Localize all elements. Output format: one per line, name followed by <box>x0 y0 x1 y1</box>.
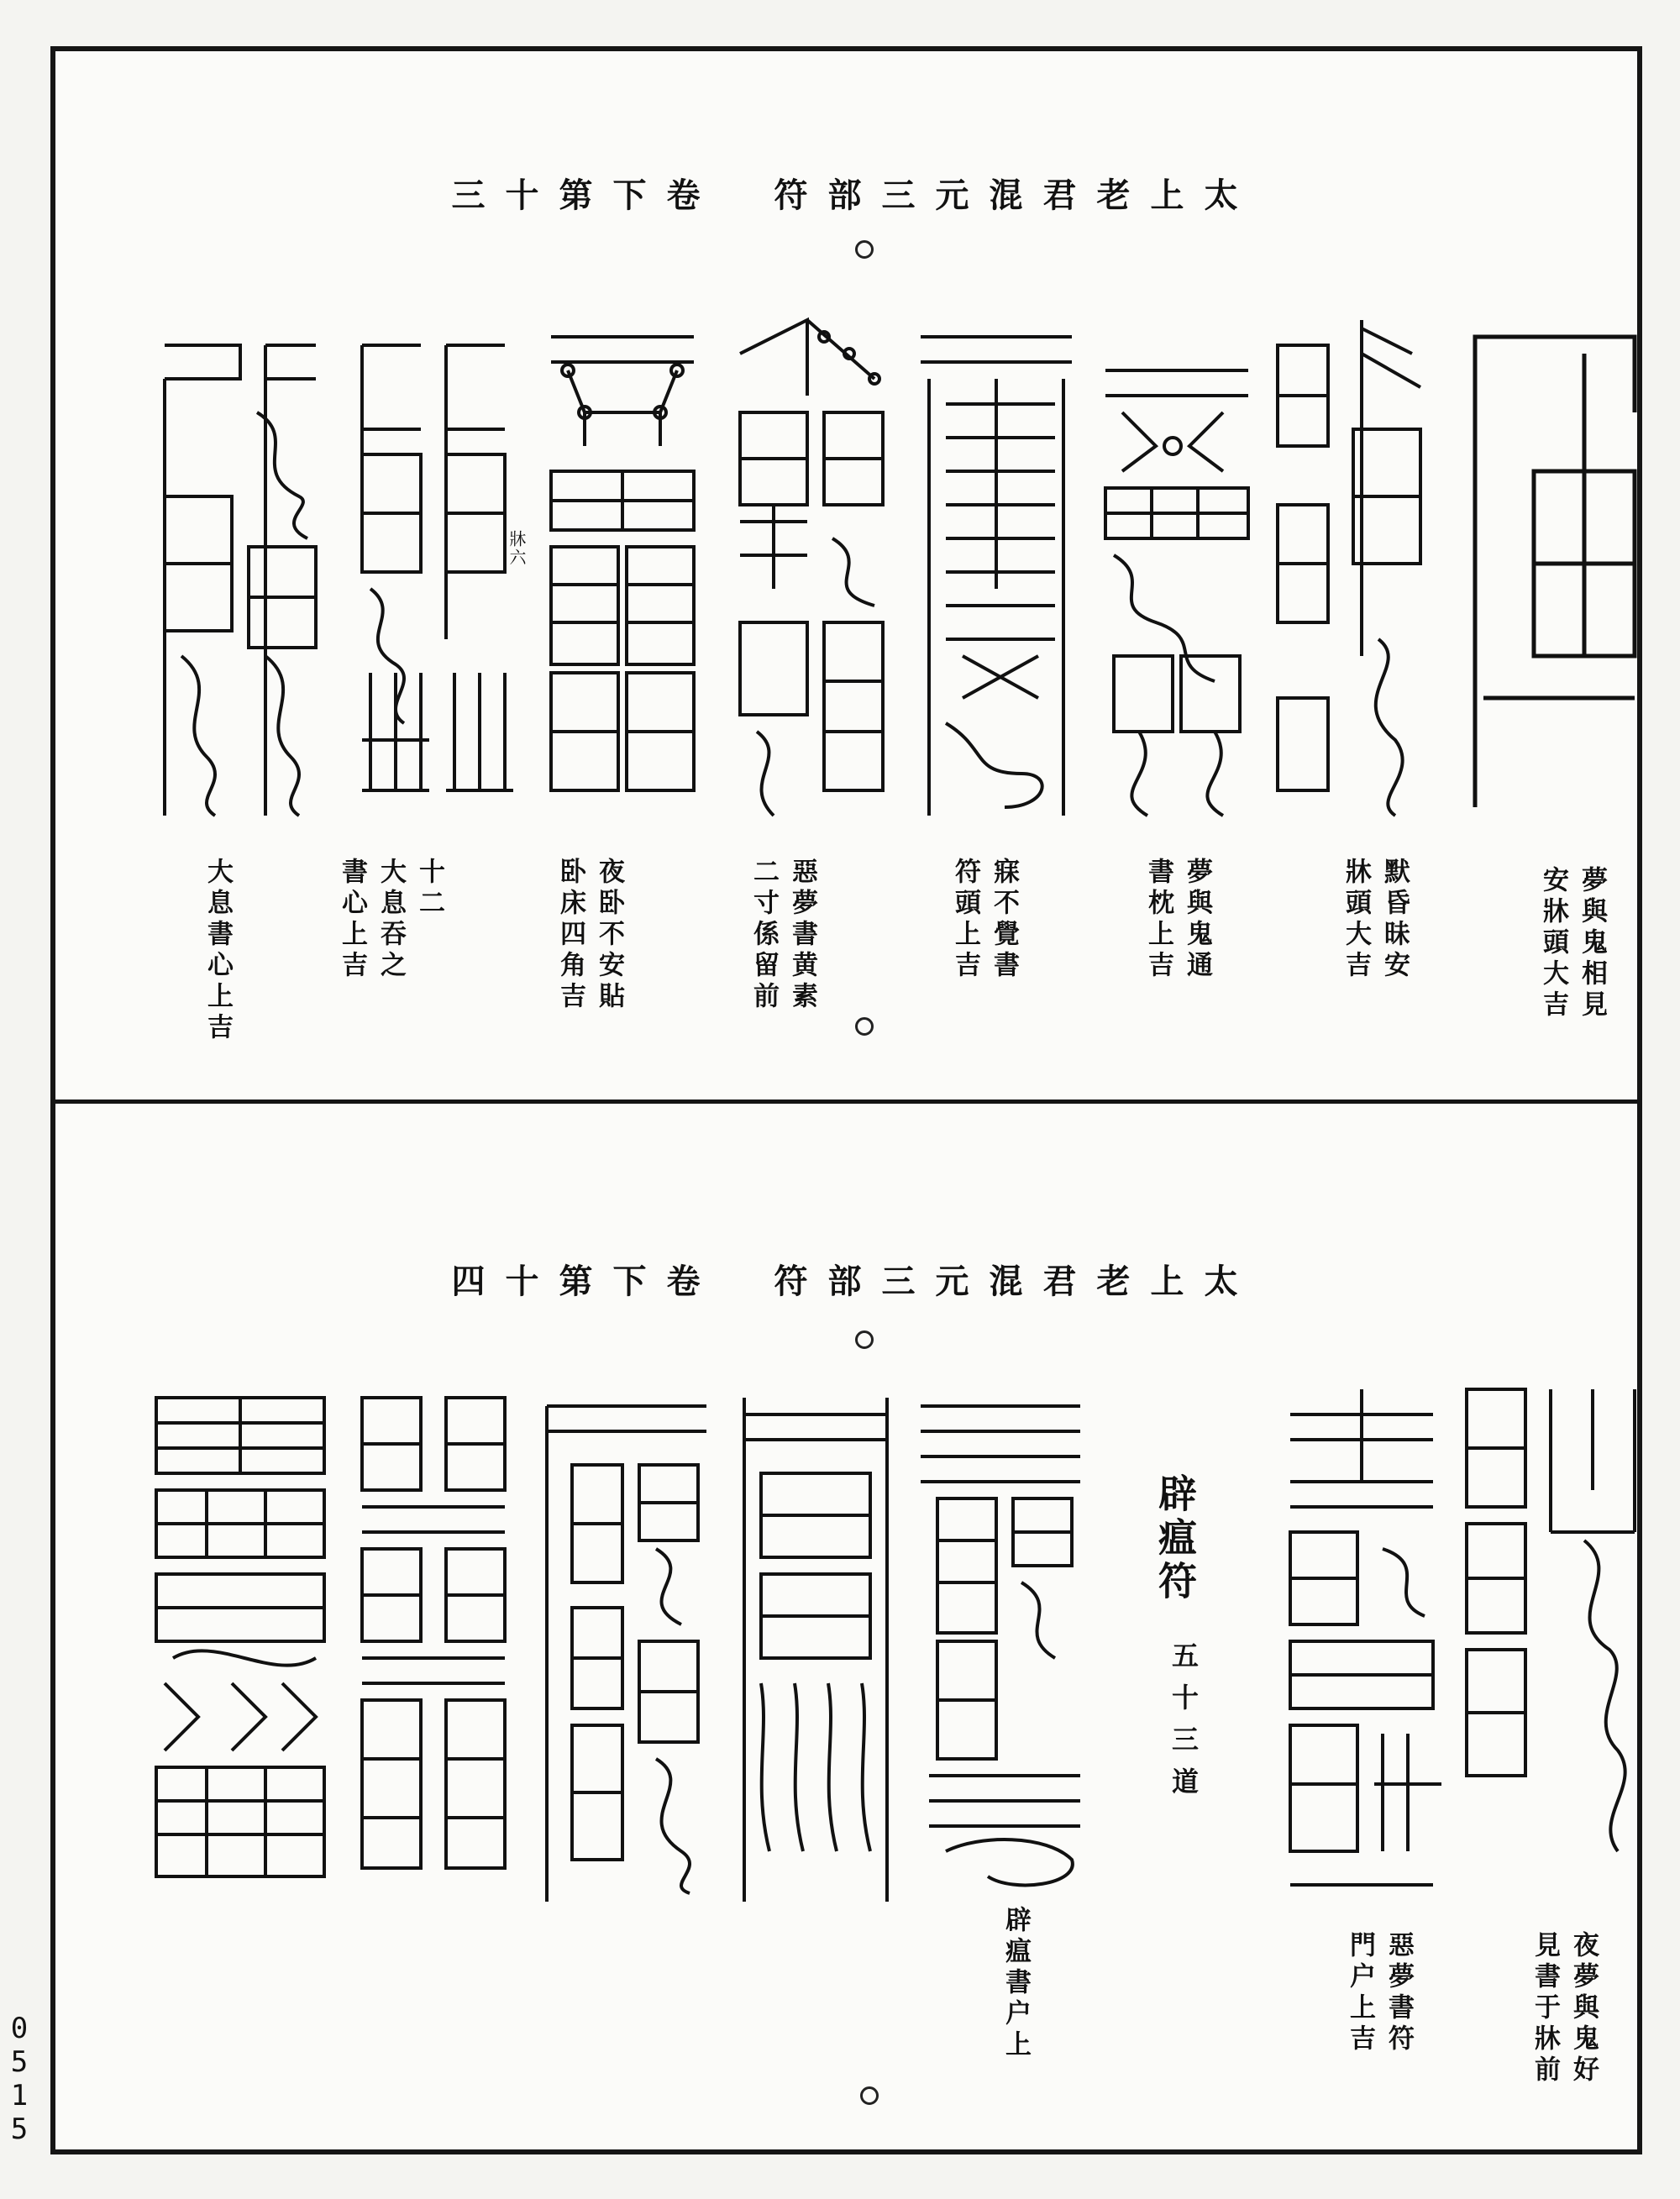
talisman-seal-13 <box>538 1381 715 1910</box>
caption-line: 書枕上吉 <box>1143 858 1173 982</box>
talisman-seal-8 <box>148 303 333 824</box>
header-char: 三 <box>451 176 489 215</box>
talisman-caption-5 <box>744 858 822 1068</box>
header-char: 符 <box>774 176 811 215</box>
caption-line: 惡夢書黄素 <box>787 858 817 1013</box>
talisman-seal-5 <box>723 303 900 824</box>
top-header-volume <box>444 169 712 217</box>
caption-line: 寐不覺書 <box>989 858 1019 982</box>
bottom-header-title <box>766 1255 1250 1303</box>
header-char: 下 <box>612 1262 650 1301</box>
top-header <box>55 169 1637 217</box>
header-char: 混 <box>989 176 1026 215</box>
bottom-page <box>55 1104 1637 2149</box>
bottom-header <box>55 1255 1637 1303</box>
caption-line: 門户上吉 <box>1345 1931 1375 2055</box>
talisman-seal-12 <box>727 1381 904 1910</box>
talisman-seal-4 <box>912 303 1080 824</box>
top-page <box>55 51 1637 1104</box>
header-char: 混 <box>989 1262 1026 1301</box>
header-char: 四 <box>451 1262 489 1301</box>
margin-note: 牀六 <box>507 530 527 567</box>
talisman-seal-7 <box>345 303 522 824</box>
binding-circle-bottom <box>860 2086 879 2105</box>
caption-line: 惡夢書符 <box>1383 1931 1414 2055</box>
caption-line: 安牀頭大吉 <box>1538 866 1568 1021</box>
talisman-seal-3 <box>1089 303 1257 824</box>
talisman-caption-1 <box>1534 866 1611 1059</box>
talisman-caption-6 <box>551 858 628 1068</box>
binding-circle-top <box>855 240 874 259</box>
header-char: 部 <box>827 1262 865 1301</box>
section-title: 辟瘟符 <box>1152 1473 1198 1604</box>
talisman-seal-2 <box>1269 303 1437 824</box>
talisman-seal-6 <box>534 303 711 824</box>
header-char: 老 <box>1096 1262 1134 1301</box>
caption-line: 大息吞之 <box>375 858 406 982</box>
caption-line: 辟瘟書户上 <box>1000 1906 1031 2061</box>
talisman-caption-3 <box>1139 858 1216 1051</box>
talisman-caption-10 <box>1341 1931 1418 2133</box>
talisman-seal-14 <box>345 1381 522 1910</box>
talisman-seal-15 <box>148 1381 333 1893</box>
header-char: 元 <box>935 176 973 215</box>
bottom-header-text <box>417 1255 1277 1303</box>
talisman-caption-7 <box>333 858 449 1051</box>
header-char: 第 <box>559 176 596 215</box>
talisman-caption-11 <box>996 1906 1035 2107</box>
talisman-seal-1 <box>1458 303 1651 824</box>
header-char: 卷 <box>666 1262 704 1301</box>
binding-circle-bottom-top <box>855 1330 874 1349</box>
header-char: 元 <box>935 1262 973 1301</box>
talisman-caption-9 <box>1525 1931 1603 2133</box>
section-count: 五十三道 <box>1168 1641 1200 1809</box>
page-number-text: 0515 <box>3 2012 36 2146</box>
top-header-text <box>417 169 1277 217</box>
caption-line: 二寸係留前 <box>748 858 779 1013</box>
caption-line: 符頭上吉 <box>950 858 980 982</box>
caption-line: 夢與鬼相見 <box>1577 866 1607 1021</box>
caption-line: 夜夢與鬼好 <box>1568 1931 1599 2086</box>
caption-line: 大息書心上吉 <box>202 858 233 1044</box>
header-char: 下 <box>612 176 650 215</box>
caption-line: 見書于牀前 <box>1530 1931 1560 2086</box>
caption-line: 卧床四角吉 <box>555 858 585 1013</box>
talisman-caption-4 <box>946 858 1023 1051</box>
header-char: 三 <box>881 1262 919 1301</box>
header-char: 上 <box>1150 1262 1188 1301</box>
talisman-seal-11 <box>912 1381 1105 1910</box>
header-char: 卷 <box>666 176 704 215</box>
page-number <box>3 2012 36 2146</box>
caption-line: 夜卧不安貼 <box>594 858 624 1013</box>
header-char: 上 <box>1150 176 1188 215</box>
header-char: 部 <box>827 176 865 215</box>
header-char: 十 <box>505 176 543 215</box>
top-header-title <box>766 169 1250 217</box>
talisman-caption-8 <box>198 858 237 1068</box>
header-char: 太 <box>1204 1262 1242 1301</box>
header-char: 太 <box>1204 176 1242 215</box>
bottom-header-volume <box>444 1255 712 1303</box>
header-char: 符 <box>774 1262 811 1301</box>
page-frame <box>50 46 1642 2154</box>
binding-circle-mid <box>855 1017 874 1036</box>
header-char: 君 <box>1042 1262 1080 1301</box>
talisman-seal-10 <box>1273 1381 1450 1918</box>
caption-line: 十二 <box>414 858 444 920</box>
caption-line: 夢與鬼通 <box>1182 858 1212 982</box>
header-char: 君 <box>1042 176 1080 215</box>
talisman-seal-9 <box>1458 1381 1651 1918</box>
header-char: 十 <box>505 1262 543 1301</box>
caption-line: 書心上吉 <box>337 858 367 982</box>
talisman-caption-2 <box>1336 858 1414 1051</box>
header-char: 三 <box>881 176 919 215</box>
caption-line: 默昏昧安 <box>1379 858 1410 982</box>
caption-line: 牀頭大吉 <box>1341 858 1371 982</box>
header-char: 第 <box>559 1262 596 1301</box>
header-char: 老 <box>1096 176 1134 215</box>
